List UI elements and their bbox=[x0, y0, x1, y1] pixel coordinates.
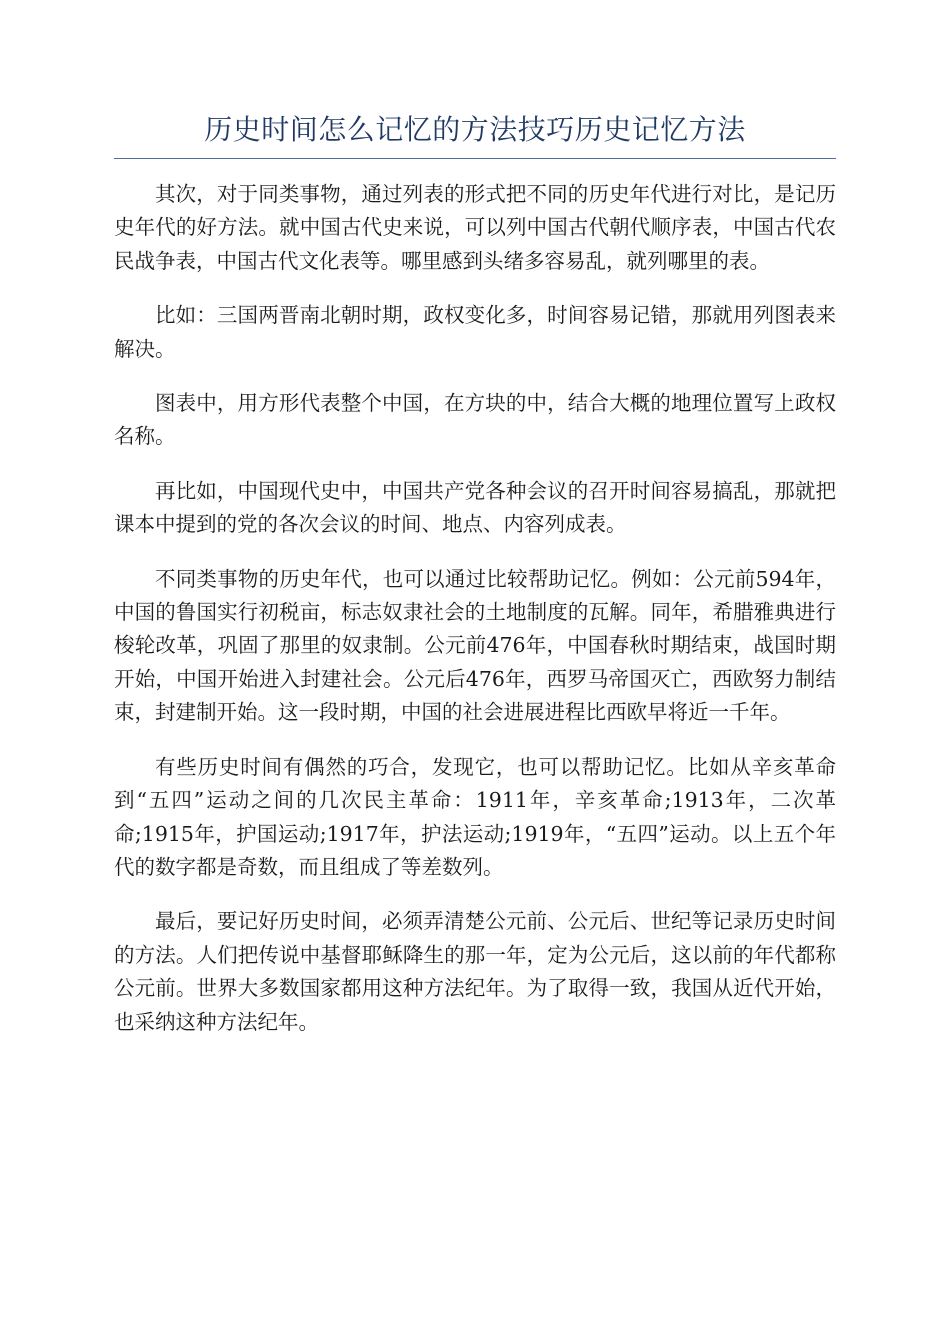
paragraph: 图表中，用方形代表整个中国，在方块的中，结合大概的地理位置写上政权名称。 bbox=[114, 391, 836, 449]
paragraph: 其次，对于同类事物，通过列表的形式把不同的历史年代进行对比，是记历史年代的好方法。就中国古代史来说，可以列中国古代朝代顺序表，中国古代农民战争表，中国古代文化表等。哪里感到头绪多容易乱，就列哪里的表。 bbox=[114, 182, 836, 273]
paragraph: 不同类事物的历史年代，也可以通过比较帮助记忆。例如：公元前594年，中国的鲁国实行初税亩，标志奴隶社会的土地制度的瓦解。同年，希腊雅典进行梭轮改革，巩固了那里的奴隶制。公元前476年，中国春秋时期结束，战国时期开始，中国开始进入封建社会。公元后476年，西罗马帝国灭亡，西欧努力制结束，封建制开始。这一段时期，中国的社会进展进程比西欧早将近一千年。 bbox=[114, 566, 836, 725]
document-title: 历史时间怎么记忆的方法技巧历史记忆方法 bbox=[204, 113, 746, 146]
document-body bbox=[114, 178, 836, 1060]
title-block bbox=[114, 108, 836, 159]
paragraph: 比如：三国两晋南北朝时期，政权变化多，时间容易记错，那就用列图表来解决。 bbox=[114, 303, 836, 361]
paragraph: 再比如，中国现代史中，中国共产党各种会议的召开时间容易搞乱，那就把课本中提到的党的各次会议的时间、地点、内容列成表。 bbox=[114, 478, 836, 537]
paragraph: 最后，要记好历史时间，必须弄清楚公元前、公元后、世纪等记录历史时间的方法。人们把传说中基督耶稣降生的那一年，定为公元后，这以前的年代都称公元前。世界大多数国家都用这种方法纪年。为了取得一致，我国从近代开始，也采纳这种方法纪年。 bbox=[114, 909, 836, 1034]
paragraph: 有些历史时间有偶然的巧合，发现它，也可以帮助记忆。比如从辛亥革命到“五四”运动之间的几次民主革命：1911年，辛亥革命;1913年，二次革命;1915年，护国运动;1917年，护法运动;1919年，“五四”运动。以上五个年代的数字都是奇数，而且组成了等差数列。 bbox=[114, 754, 836, 879]
